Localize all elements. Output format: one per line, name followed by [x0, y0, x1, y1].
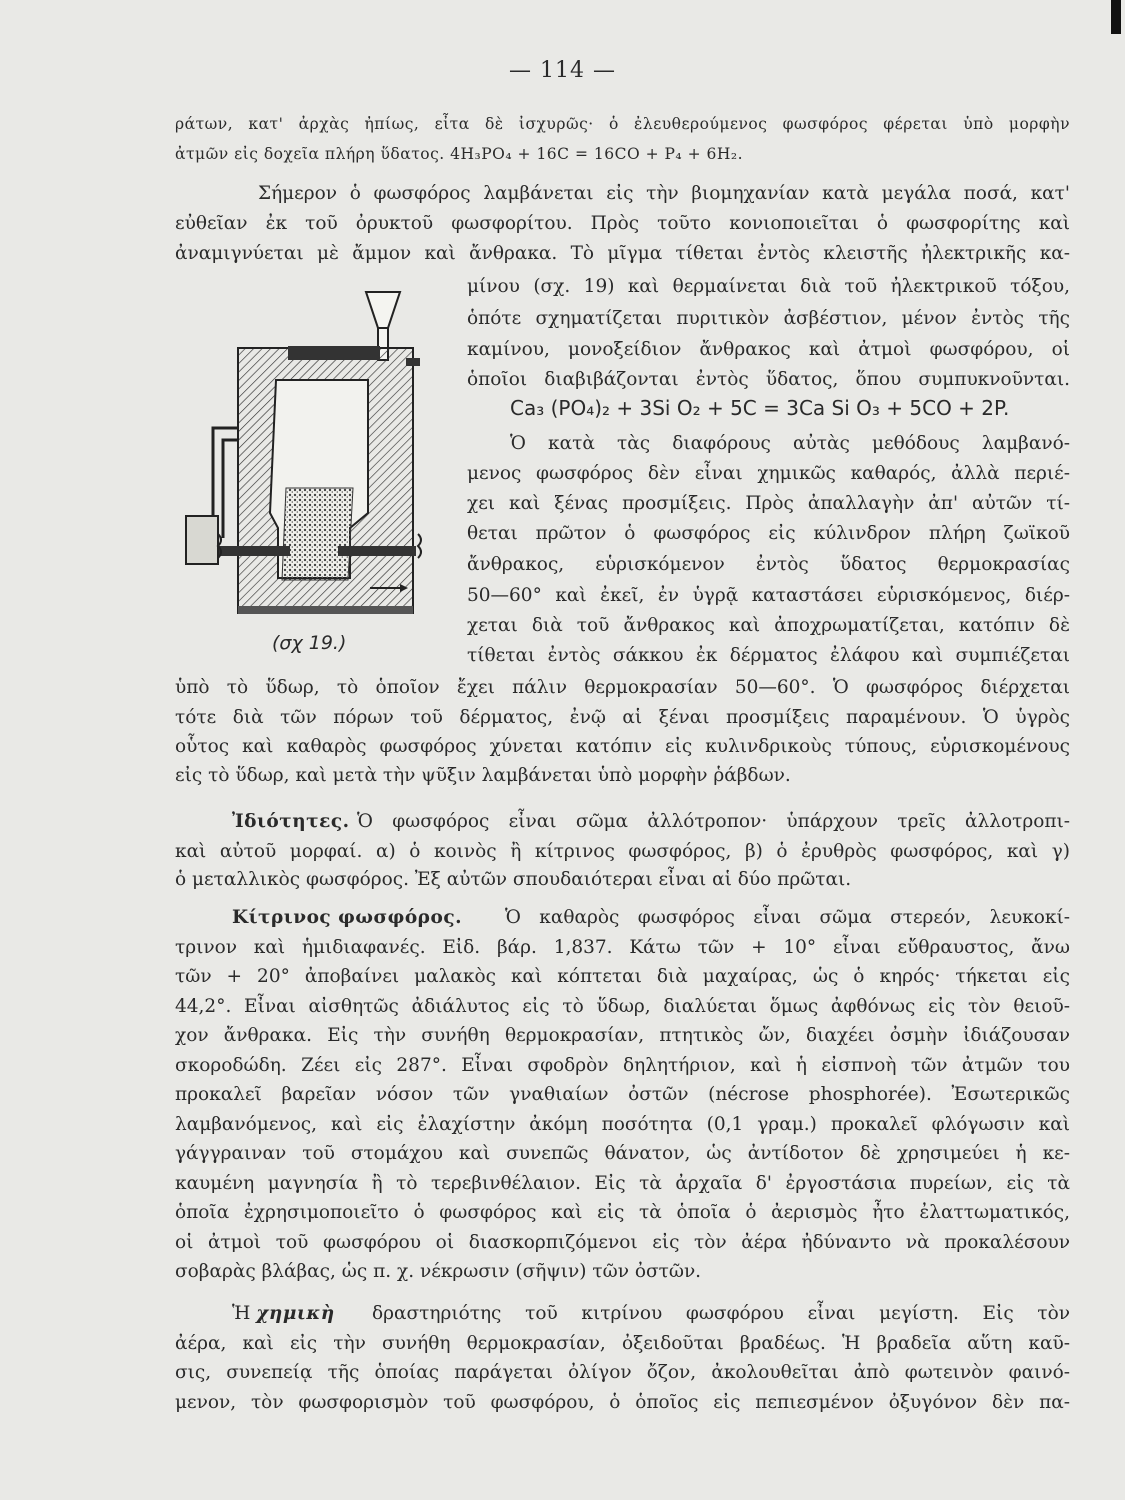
text-line: ράτων, κατ' ἀρχὰς ἠπίως, εἶτα δὲ ἰσχυρῶς· ὁ ἐλευθερούμενος φωσφόρος φέρεται ὑπὸ μορφὴν	[175, 115, 1070, 133]
text-line: μενος φωσφόρος δὲν εἶναι χημικῶς καθαρός, ἀλλὰ περιέ-	[467, 463, 1070, 484]
text-line: ἀναμιγνύεται μὲ ἄμμον καὶ ἄνθρακα. Τὸ μῖγμα τίθεται ἐντὸς κλειστῆς ἠλεκτρικῆς κα-	[175, 243, 1070, 264]
text-line: ὁπότε σχηματίζεται πυριτικὸν ἀσβέστιον, μένον ἐντὸς τῆς	[467, 308, 1070, 329]
text-line: εἰς τὸ ὕδωρ, καὶ μετὰ τὴν ψῦξιν λαμβάνεται ὑπὸ μορφὴν ῥάβδων.	[175, 765, 791, 786]
text-line: λαμβανόμενος, καὶ εἰς ἐλαχίστην ἀκόμη ποσότητα (0,1 γραμ.) προκαλεῖ φλόγωσιν καὶ	[175, 1114, 1070, 1135]
text-line: Ὁ κατὰ τὰς διαφόρους αὐτὰς μεθόδους λαμβανό-	[510, 433, 1070, 454]
text-line: ὑπὸ τὸ ὕδωρ, τὸ ὁποῖον ἔχει πάλιν θερμοκρασίαν 50—60°. Ὁ φωσφόρος διέρχεται	[175, 677, 1070, 698]
text-line: δραστηριότης τοῦ κιτρίνου φωσφόρου εἶναι μεγίστη. Εἰς τὸν	[372, 1303, 1070, 1324]
text-line: ἀέρα, καὶ εἰς τὴν συνήθη θερμοκρασίαν, ὀξειδοῦται βραδέως. Ἡ βραδεῖα αὕτη καῦ-	[175, 1333, 1070, 1354]
text-line: οἱ ἀτμοὶ τοῦ φωσφόρου οἱ διασκορπιζόμενοι εἰς τὸν ἀέρα ἠδύναντο νὰ προκαλέσουν	[175, 1232, 1070, 1253]
article-word: Ἡ	[232, 1303, 251, 1324]
text-line: Σήμερον ὁ φωσφόρος λαμβάνεται εἰς τὴν βιομηχανίαν κατὰ μεγάλα ποσά, κατ'	[258, 183, 1070, 204]
text-line: χει καὶ ξένας προσμίξεις. Πρὸς ἀπαλλαγὴν ἀπ' αὐτῶν τί-	[467, 493, 1070, 514]
text-line: 44,2°. Εἶναι αἰσθητῶς ἀδιάλυτος εἰς τὸ ὕδωρ, διαλύεται ὅμως ἀφθόνως εἰς τὸν θειοῦ-	[175, 996, 1070, 1017]
text-line: εὐθεῖαν ἐκ τοῦ ὀρυκτοῦ φωσφορίτου. Πρὸς τοῦτο κονιοποιεῖται ὁ φωσφορίτης καὶ	[175, 213, 1070, 234]
page-number: — 114 —	[509, 58, 616, 83]
text-line: σκοροδώδη. Ζέει εἰς 287°. Εἶναι σφοδρὸν δηλητήριον, καὶ ἡ εἰσπνοὴ τῶν ἀτμῶν του	[175, 1055, 1070, 1076]
text-line: τῶν + 20° ἀποβαίνει μαλακὸς καὶ κόπτεται διὰ μαχαίρας, ὡς ὁ κηρός· τήκεται εἰς	[175, 966, 1070, 987]
text-line: ὁ μεταλλικὸς φωσφόρος. Ἐξ αὐτῶν σπουδαιότεραι εἶναι αἱ δύο πρῶται.	[175, 869, 852, 890]
text-line: χεται διὰ τοῦ ἄνθρακος καὶ ἀποχρωματίζεται, κατόπιν δὲ	[467, 615, 1070, 636]
text-line: γάγγραιναν τοῦ στομάχου καὶ συνεπῶς θάνατον, ὡς ἀντίδοτον δὲ χρησιμεύει ἡ κε-	[175, 1143, 1070, 1164]
text-line: καμίνου, μονοξείδιον ἄνθρακος καὶ ἀτμοὶ φωσφόρου, οἱ	[467, 339, 1070, 360]
text-line: Ὁ φωσφόρος εἶναι σῶμα ἀλλότροπον· ὑπάρχουν τρεῖς ἀλλοτροπι-	[357, 811, 1070, 832]
chemical-equation: Ca₃ (PO₄)₂ + 3Si O₂ + 5C = 3Ca Si O₃ + 5CO + 2P.	[510, 396, 1010, 420]
text-line: προκαλεῖ βαρεῖαν νόσον τῶν γναθιαίων ὀστῶν (nécrose phosphorée). Ἐσωτερικῶς	[175, 1084, 1070, 1105]
text-line: ὁποῖοι διαβιβάζονται ἐντὸς ὕδατος, ὅπου συμπυκνοῦνται.	[467, 369, 1070, 390]
figure-caption: (σχ 19.)	[272, 632, 347, 654]
text-line-start	[232, 1300, 335, 1328]
text-line: τρινον καὶ ἡμιδιαφανές. Εἰδ. βάρ. 1,837. Κάτω τῶν + 10° εἶναι εὔθραυστος, ἄνω	[175, 937, 1070, 958]
emphasis-word: χημικὴ	[256, 1303, 335, 1324]
text-line: ὁποῖα ἐχρησιμοποιεῖτο ὁ φωσφόρος καὶ εἰς τὰ ὁποῖα ὁ ἀερισμὸς ἦτο ἐλαττωματικός,	[175, 1202, 1070, 1223]
text-line: σις, συνεπείᾳ τῆς ὁποίας παράγεται ὀλίγον ὄζον, ἀκολουθεῖται ἀπὸ φωτεινὸν φαινό-	[175, 1362, 1070, 1383]
text-line: καὶ αὐτοῦ μορφαί. α) ὁ κοινὸς ἢ κίτρινος φωσφόρος, β) ὁ ἐρυθρὸς φωσφόρος, καὶ γ)	[175, 841, 1070, 862]
text-line: 50—60° καὶ ἐκεῖ, ἐν ὑγρᾷ καταστάσει εὑρισκόμενος, διέρ-	[467, 585, 1070, 606]
text-line: σοβαρὰς βλάβας, ὡς π. χ. νέκρωσιν (σῆψιν) τῶν ὀστῶν.	[175, 1261, 702, 1282]
text-line: ἄνθρακος, εὑρισκόμενον ἐντὸς ὕδατος θερμοκρασίας	[467, 554, 1070, 575]
heading-text: Κίτρινος φωσφόρος.	[232, 907, 463, 928]
scan-edge-mark	[1111, 0, 1121, 34]
text-line: μίνου (σχ. 19) καὶ θερμαίνεται διὰ τοῦ ἠλεκτρικοῦ τόξου,	[467, 276, 1070, 297]
section-heading-properties	[232, 808, 350, 836]
text-line: οὗτος καὶ καθαρὸς φωσφόρος χύνεται κατόπιν εἰς κυλινδρικοὺς τύπους, εὑρισκομένους	[175, 736, 1070, 757]
text-line: χον ἄνθρακα. Εἰς τὴν συνήθη θερμοκρασίαν, πτητικὸς ὤν, διαχέει ὀσμὴν ἰδιάζουσαν	[175, 1025, 1070, 1046]
heading-text: Ἰδιότητες.	[232, 811, 350, 832]
text-line: καυμένη μαγνησία ἢ τὸ τερεβινθέλαιον. Εἰς τὰ ἀρχαῖα δ' ἐργοστάσια πυρείων, εἰς τὰ	[175, 1173, 1070, 1194]
text-line: ἀτμῶν εἰς δοχεῖα πλήρη ὕδατος. 4H₃PO₄ + 16C = 16CO + P₄ + 6H₂.	[175, 145, 744, 163]
text-line: θεται πρῶτον ὁ φωσφόρος εἰς κύλινδρον πλήρη ζωϊκοῦ	[467, 523, 1070, 544]
section-heading-yellow-phosphorus	[232, 904, 462, 932]
electric-furnace-figure	[178, 288, 440, 628]
text-line: τότε διὰ τῶν πόρων τοῦ δέρματος, ἐνῷ αἱ ξέναι προσμίξεις παραμένουν. Ὁ ὑγρὸς	[175, 707, 1070, 728]
text-line: τίθεται ἐντὸς σάκκου ἐκ δέρματος ἐλάφου καὶ συμπιέζεται	[467, 645, 1070, 666]
text-line: Ὁ καθαρὸς φωσφόρος εἶναι σῶμα στερεόν, λευκοκί-	[505, 907, 1070, 928]
text-line: μενον, τὸν φωσφορισμὸν τοῦ φωσφόρου, ὁ ὁποῖος εἰς πεπιεσμένον ὀξυγόνον δὲν πα-	[175, 1392, 1070, 1413]
